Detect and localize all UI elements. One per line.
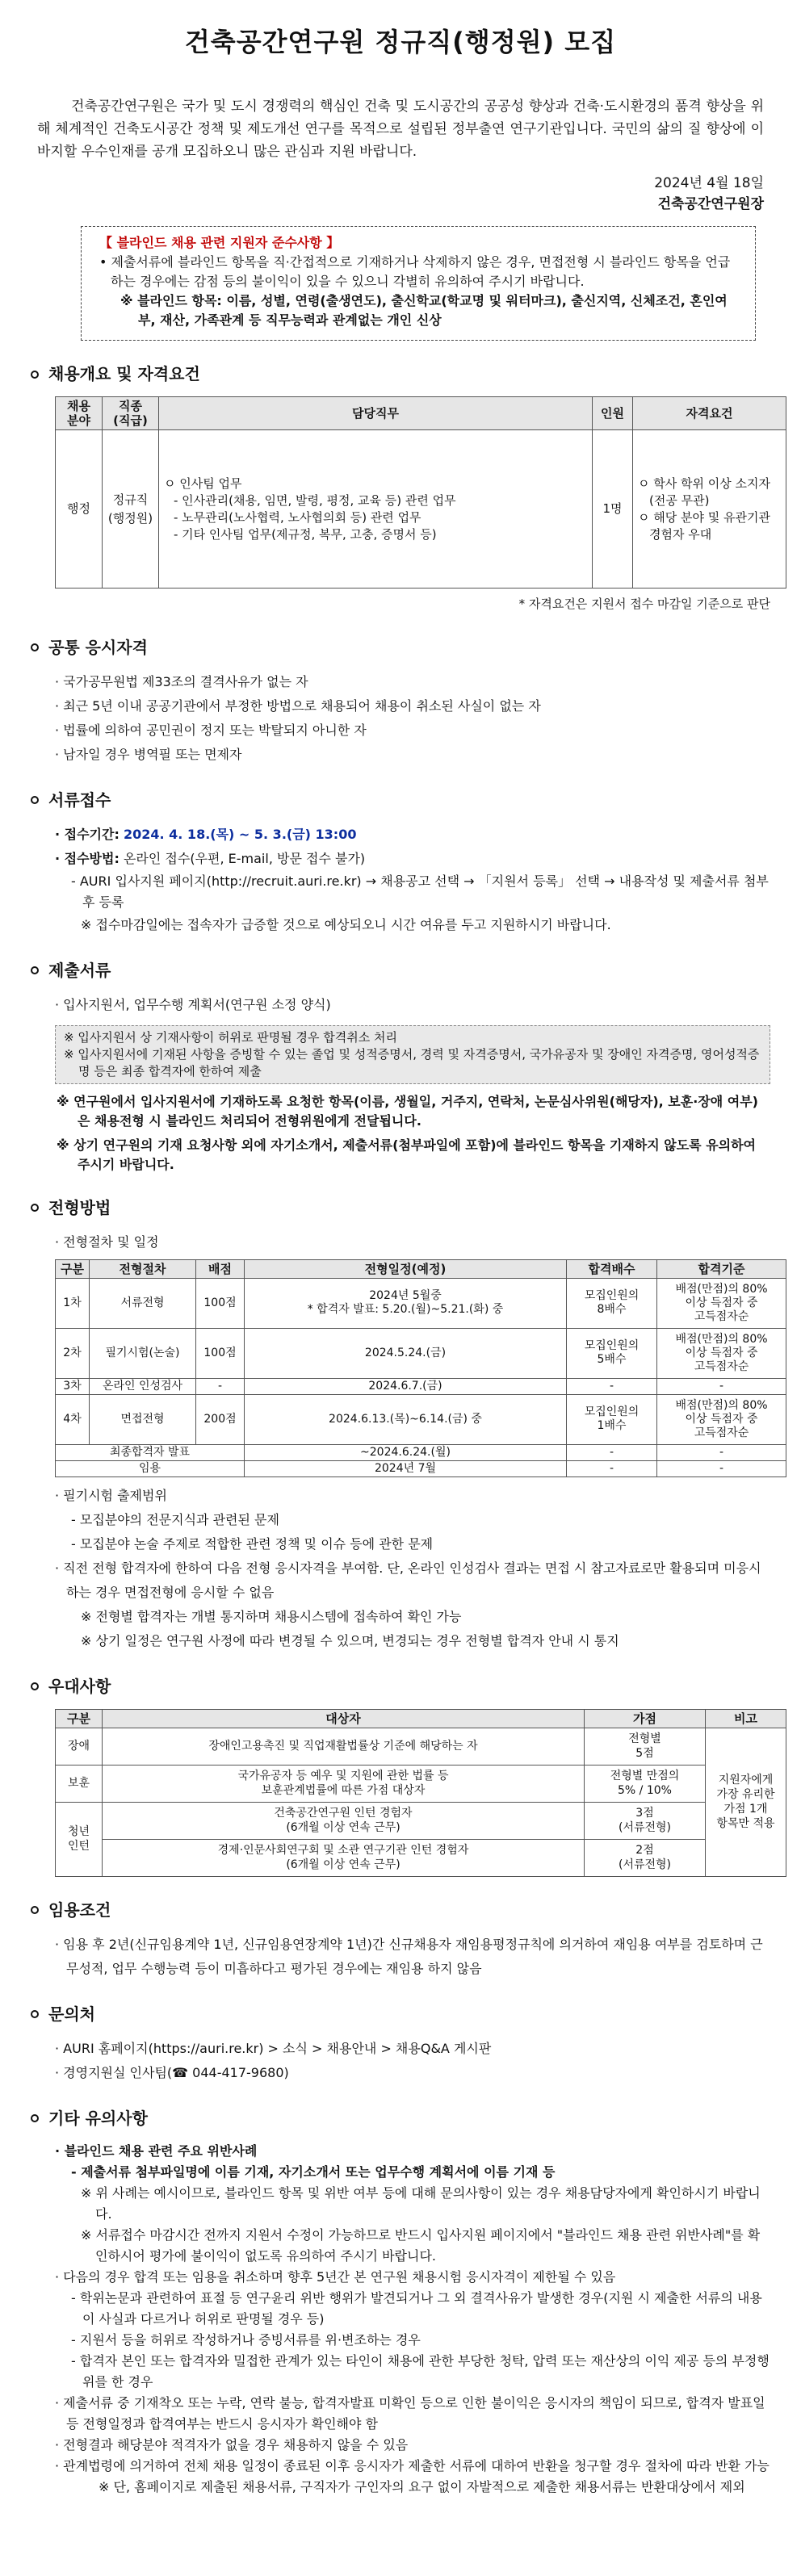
section-heading: 채용개요 및 자격요건 bbox=[31, 362, 770, 387]
list-item: · 필기시험 출제범위 bbox=[55, 1487, 167, 1503]
blind-notice-title: 【 블라인드 채용 관련 지원자 준수사항 】 bbox=[99, 235, 340, 251]
list-item: · 제출서류 중 기재착오 또는 누락, 연락 불능, 합격자발표 미확인 등으로 인한 불이익은 응시자의 책임이 되므로, 합격자 발표일 등 전형일정과 합격여부는 반드시 응시자가 확인해야 함 bbox=[55, 2394, 765, 2431]
recruitment-table bbox=[55, 396, 786, 589]
list-item: · 법률에 의하여 공민권이 정지 또는 박탈되지 아니한 자 bbox=[55, 722, 367, 738]
list-item: · 관계법령에 의거하여 전체 채용 일정이 종료된 이후 응시자가 제출한 서류에 대하여 반환을 청구할 경우 절차에 따라 반환 가능 bbox=[55, 2457, 770, 2473]
selection-sub: · 전형절차 및 일정 bbox=[55, 1234, 159, 1250]
table-row: 장애 장애인고용촉진 및 직업재활법률상 기준에 해당하는 자 전형별 5점 지원자에게 가장 유리한 가점 1개 항목만 적용 bbox=[56, 1728, 786, 1765]
bullet-circle-icon bbox=[31, 371, 39, 379]
blind-notice-item: • 제출서류에 블라인드 항목을 직·간접적으로 기재하거나 삭제하지 않은 경우, 면접전형 시 블라인드 항목을 언급하는 경우에는 감점 등의 불이익이 있을 수 있으니 각별히 유의하여 주시기 바랍니다. bbox=[99, 254, 731, 290]
table-row: 경제·인문사회연구회 및 소관 연구기관 인턴 경험자 (6개월 이상 연속 근무) 2점 (서류전형) bbox=[56, 1839, 786, 1876]
intro-paragraph: 건축공간연구원은 국가 및 도시 경쟁력의 핵심인 건축 및 도시공간의 공공성 향상과 건축·도시환경의 품격 향상을 위해 체계적인 건축도시공간 정책 및 제도개선 연구를 목적으로 설립된 정부출연 연구기관입니다. 국민의 삶의 질 향상에 이바지할 우수인재를 공개 모집하오니 많은 관심과 지원 바랍니다. bbox=[37, 98, 764, 160]
table-header: 대상자 bbox=[103, 1709, 585, 1728]
table-row: 4차 면접전형 200점 2024.6.13.(목)~6.14.(금) 중 모집인원의 1배수 배점(만점)의 80% 이상 득점자 중 고득점자순 bbox=[56, 1394, 786, 1444]
selection-notes bbox=[31, 1484, 770, 1653]
signature: 건축공간연구원장 bbox=[657, 195, 764, 212]
section-heading: 전형방법 bbox=[31, 1196, 770, 1221]
section-heading: 임용조건 bbox=[31, 1898, 770, 1923]
table-row: 최종합격자 발표 ~2024.6.24.(월) - - bbox=[56, 1444, 786, 1460]
list-item: - 지원서 등을 허위로 작성하거나 증빙서류를 위·변조하는 경우 bbox=[71, 2331, 421, 2348]
list-item: - 모집분야 논술 주제로 적합한 관련 정책 및 이슈 등에 관한 문제 bbox=[71, 1535, 434, 1552]
section-heading: 공통 응시자격 bbox=[31, 635, 770, 660]
contact-phone: · 경영지원실 인사팀(☎ 044-417-9680) bbox=[55, 2064, 289, 2080]
selection-table bbox=[55, 1259, 786, 1477]
list-item: - 모집분야의 전문지식과 관련된 문제 bbox=[71, 1511, 279, 1527]
bullet-circle-icon bbox=[31, 2114, 39, 2122]
list-item: ※ 접수마감일에는 접속자가 급증할 것으로 예상되오니 시간 여유를 두고 지원하시기 바랍니다. bbox=[81, 916, 611, 932]
bullet-circle-icon bbox=[31, 1204, 39, 1212]
section-heading: 서류접수 bbox=[31, 788, 770, 813]
bullet-circle-icon bbox=[31, 966, 39, 974]
table-header: 자격요건 bbox=[633, 397, 786, 430]
qualification-cell: ㅇ 학사 학위 이상 소지자 (전공 무관) ㅇ 해당 분야 및 유관기관 경험자 우대 bbox=[633, 430, 786, 589]
blind-notice-box bbox=[81, 226, 756, 341]
eligibility-list bbox=[31, 670, 770, 767]
list-item: · 다음의 경우 합격 또는 임용을 취소하며 향후 5년간 본 연구원 채용시험 응시자격이 제한될 수 있음 bbox=[55, 2268, 616, 2285]
list-item: ※ 단, 홈페이지로 제출된 채용서류, 구직자가 구인자의 요구 없이 자발적으로 제출한 채용서류는 반환대상에서 제외 bbox=[99, 2478, 745, 2494]
application-period: 2024. 4. 18.(목) ~ 5. 3.(금) 13:00 bbox=[123, 826, 357, 842]
table-row: 3차 온라인 인성검사 - 2024.6.7.(금) - - bbox=[56, 1378, 786, 1394]
table-header: 구분 bbox=[56, 1259, 90, 1278]
headcount-cell: 1명 bbox=[593, 430, 633, 589]
table-header: 합격배수 bbox=[567, 1259, 657, 1278]
job-type-cell: 정규직 (행정원) bbox=[103, 430, 159, 589]
table-header: 합격기준 bbox=[657, 1259, 786, 1278]
preference-table bbox=[55, 1709, 786, 1877]
list-item: - 학위논문과 관련하여 표절 등 연구윤리 위반 행위가 발견되거나 그 외 결격사유가 발생한 경우(지원 시 제출한 서류의 내용이 사실과 다르거나 허위로 판명될 경우 등) bbox=[71, 2289, 762, 2327]
documents-list bbox=[31, 993, 770, 1017]
preference-note: 지원자에게 가장 유리한 가점 1개 항목만 적용 bbox=[706, 1728, 786, 1876]
bullet-circle-icon bbox=[31, 1906, 39, 1914]
blind-items-list: ※ 블라인드 항목: 이름, 성별, 연령(출생연도), 출신학교(학교명 및 워터마크), 출신지역, 신체조건, 혼인여부, 재산, 가족관계 등 직무능력과 관계없는 개인 신상 bbox=[120, 293, 728, 329]
contact-list bbox=[31, 2037, 770, 2085]
list-item: ※ 전형별 합격자는 개별 통지하며 채용시스템에 접속하여 확인 가능 bbox=[81, 1608, 462, 1624]
list-item: · 최근 5년 이내 공공기관에서 부정한 방법으로 채용되어 채용이 취소된 사실이 없는 자 bbox=[55, 697, 541, 714]
contact-website: · AURI 홈페이지(https://auri.re.kr) > 소식 > 채용안내 > 채용Q&A 게시판 bbox=[55, 2040, 492, 2056]
list-item: · 전형결과 해당분야 적격자가 없을 경우 채용하지 않을 수 있음 bbox=[55, 2436, 409, 2452]
table-header: 인원 bbox=[593, 397, 633, 430]
section-heading: 문의처 bbox=[31, 2002, 770, 2027]
list-item: ※ 상기 일정은 연구원 사정에 따라 변경될 수 있으며, 변경되는 경우 전형별 합격자 안내 시 통지 bbox=[81, 1632, 619, 1648]
blind-warning: ※ 연구원에서 입사지원서에 기재하도록 요청한 항목(이름, 생월일, 거주지, 연락처, 논문심사위원(해당자), 보훈·장애 여부)은 채용전형 시 블라인드 처리되어 전형위원에게 전달됩니다. bbox=[57, 1093, 758, 1129]
bullet-circle-icon bbox=[31, 1682, 39, 1690]
table-header: 배점 bbox=[196, 1259, 245, 1278]
table-header: 전형일정(예정) bbox=[245, 1259, 567, 1278]
page-title: 건축공간연구원 정규직(행정원) 모집 bbox=[184, 27, 617, 57]
field-cell: 행정 bbox=[56, 430, 103, 589]
appointment-terms bbox=[31, 1933, 770, 1981]
table-row: 보훈 국가유공자 등 예우 및 지원에 관한 법률 등 보훈관계법률에 따른 가점 대상자 전형별 만점의 5% / 10% bbox=[56, 1765, 786, 1802]
list-item: ※ 위 사례는 예시이므로, 블라인드 항목 및 위반 여부 등에 대해 문의사항이 있는 경우 채용담당자에게 확인하시기 바랍니다. bbox=[81, 2184, 761, 2222]
list-item: · 직전 전형 합격자에 한하여 다음 전형 응시자격을 부여함. 단, 온라인 인성검사 결과는 면접 시 참고자료로만 활용되며 미응시하는 경우 면접전형에 응시할 수 없음 bbox=[55, 1560, 761, 1600]
list-item: - 합격자 본인 또는 합격자와 밀접한 관계가 있는 타인이 채용에 관한 부당한 청탁, 압력 또는 재산상의 이익 제공 등의 부정행위를 한 경우 bbox=[71, 2352, 770, 2390]
list-item: · 국가공무원법 제33조의 결격사유가 없는 자 bbox=[55, 673, 308, 689]
table-row: 청년 인턴 건축공간연구원 인턴 경험자 (6개월 이상 연속 근무) 3점 (서류전형) bbox=[56, 1802, 786, 1839]
list-item: - 제출서류 첨부파일명에 이름 기재, 자기소개서 또는 업무수행 계획서에 이름 기재 등 bbox=[71, 2163, 556, 2180]
table-header: 구분 bbox=[56, 1709, 103, 1728]
application-info bbox=[31, 823, 770, 937]
table-header: 전형절차 bbox=[90, 1259, 196, 1278]
table-row: 1차 서류전형 100점 2024년 5월중 * 합격자 발표: 5.20.(월)~5.21.(화) 중 모집인원의 8배수 배점(만점)의 80% 이상 득점자 중 고득점자순 bbox=[56, 1278, 786, 1328]
table-header: 비고 bbox=[706, 1709, 786, 1728]
list-item: · 입사지원서, 업무수행 계획서(연구원 소정 양식) bbox=[55, 996, 331, 1012]
section-heading: 제출서류 bbox=[31, 958, 770, 983]
table-row: 2차 필기시험(논술) 100점 2024.5.24.(금) 모집인원의 5배수 배점(만점)의 80% 이상 득점자 중 고득점자순 bbox=[56, 1328, 786, 1378]
table-header: 직종 (직급) bbox=[103, 397, 159, 430]
table-header: 가점 bbox=[585, 1709, 706, 1728]
duties-cell: ㅇ 인사팀 업무 - 인사관리(채용, 임면, 발령, 평정, 교육 등) 관련 업무 - 노무관리(노사협력, 노사협의회 등) 관련 업무 - 기타 인사팀 업무(제규정, 복무, 고충, 증명서 등) bbox=[159, 430, 593, 589]
section-heading: 우대사항 bbox=[31, 1674, 770, 1699]
table-row: 임용 2024년 7월 - - bbox=[56, 1460, 786, 1476]
list-item: ※ 서류접수 마감시간 전까지 지원서 수정이 가능하므로 반드시 입사지원 페이지에서 "블라인드 채용 관련 위반사례"를 확인하시어 평가에 불이익이 없도록 유의하여 주시기 바랍니다. bbox=[81, 2226, 761, 2264]
bullet-circle-icon bbox=[31, 796, 39, 804]
blind-warning: ※ 상기 연구원의 기재 요청사항 외에 자기소개서, 제출서류(첨부파일에 포함)에 블라인드 항목을 기재하지 않도록 유의하여 주시기 바랍니다. bbox=[57, 1137, 757, 1172]
table-header: 담당직무 bbox=[159, 397, 593, 430]
list-item: · 접수방법: 온라인 접수(우편, E-mail, 방문 접수 불가) bbox=[55, 850, 366, 866]
list-item: · 임용 후 2년(신규임용계약 1년, 신규임용연장계약 1년)간 신규채용자 재임용평정규칙에 의거하여 재임용 여부를 검토하며 근무성적, 업무 수행능력 등이 미흡하다고 평가된 경우에는 재임용 하지 않음 bbox=[55, 1936, 763, 1976]
section-heading: 기타 유의사항 bbox=[31, 2106, 770, 2131]
list-item: - AURI 입사지원 페이지(http://recruit.auri.re.kr) → 채용공고 선택 → 「지원서 등록」 선택 → 내용작성 및 제출서류 첨부 후 등록 bbox=[71, 873, 769, 910]
list-item: · 남자일 경우 병역필 또는 면제자 bbox=[55, 746, 242, 762]
table-header: 채용 분야 bbox=[56, 397, 103, 430]
bullet-circle-icon bbox=[31, 643, 39, 651]
other-notes bbox=[31, 2141, 770, 2498]
list-item: · 접수기간: 2024. 4. 18.(목) ~ 5. 3.(금) 13:00 bbox=[55, 826, 357, 842]
documents-note-box: ※ 입사지원서 상 기재사항이 허위로 판명될 경우 합격취소 처리 ※ 입사지원서에 기재된 사항을 증빙할 수 있는 졸업 및 성적증명서, 경력 및 자격증명서, 국가유공자 및 장애인 자격증명, 영어성적증명 등은 최종 합격자에 한하여 제출 bbox=[55, 1025, 770, 1084]
posting-date: 2024년 4월 18일 bbox=[654, 174, 764, 191]
qualification-note: * 자격요건은 지원서 접수 마감일 기준으로 판단 bbox=[518, 597, 770, 612]
bullet-circle-icon bbox=[31, 2010, 39, 2018]
list-item: · 블라인드 채용 관련 주요 위반사례 bbox=[55, 2142, 258, 2159]
